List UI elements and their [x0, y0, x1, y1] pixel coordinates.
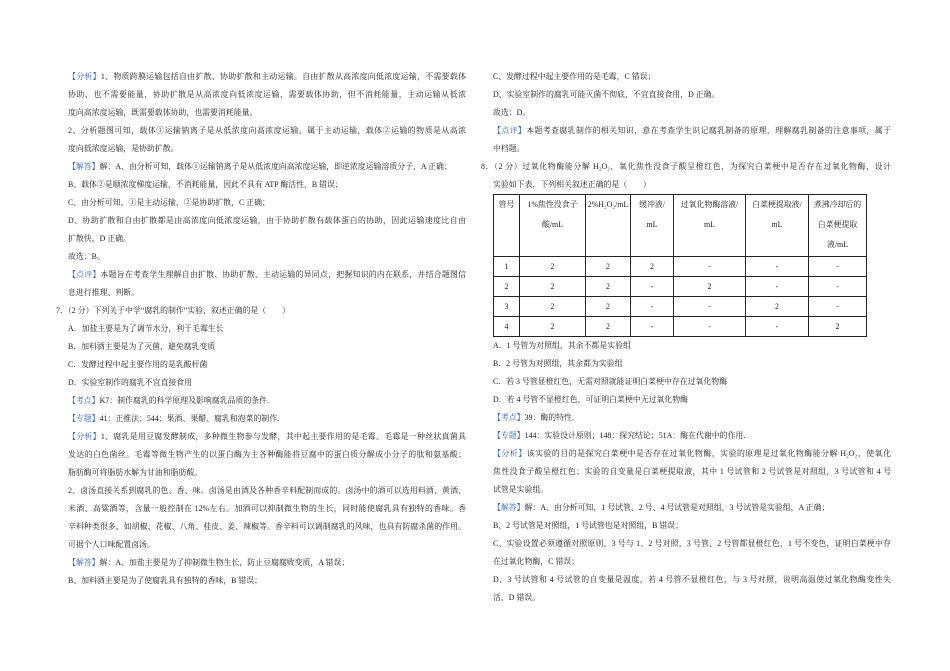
labeled-paragraph	[68, 266, 466, 302]
line-text: 本题旨在考查学生理解自由扩散、协助扩散、主动运输的异同点，把握知识的内在联系，并结合题图信	[100, 270, 466, 279]
line-text: 2、分析题图可知，载体①运输钠离子是从低浓度向高浓度运输，属于主动运输，载体②运输的物质是从高浓	[68, 126, 466, 135]
paragraph	[493, 104, 891, 122]
text-line	[68, 536, 466, 554]
line-text: 米酒、高粱酒等，含量一般控制在 12%左右。加酒可以抑制微生物的生长，同时能使腐乳具有独特的香味。香	[68, 504, 466, 513]
labeled-paragraph	[493, 122, 891, 158]
right-column	[481, 68, 891, 607]
table-cell: -	[674, 317, 746, 337]
text-line	[68, 446, 466, 464]
text-line	[68, 410, 466, 428]
line-text: D．若 4 号管不显橙红色，可证明白菜梗中无过氧化物酶	[493, 395, 689, 404]
paragraph	[68, 212, 466, 248]
table-cell: 2	[586, 317, 631, 337]
table-cell: 2	[586, 257, 631, 277]
line-text: 息进行推理、判断。	[68, 288, 140, 297]
table-cell: -	[809, 297, 867, 317]
labeled-paragraph	[68, 554, 466, 572]
table-cell: 2	[674, 277, 746, 297]
table-cell: -	[809, 257, 867, 277]
text-line	[493, 535, 891, 553]
line-text: C、发酵过程中起主要作用的是毛霉，C 错误；	[493, 72, 656, 81]
line-text: 活，D 错误。	[493, 593, 541, 602]
labeled-paragraph	[68, 68, 466, 122]
labeled-paragraph	[493, 499, 891, 517]
table-cell: 2	[631, 257, 674, 277]
text-line	[68, 230, 466, 248]
section-label: 【分析】	[68, 432, 101, 441]
line-text: 解：A、由分析可知，载体①运输钠离子是从低浓度向高浓度运输，即逆浓度运输溶质分子，A 正确；	[99, 162, 452, 171]
paragraph	[68, 482, 466, 554]
paragraph	[68, 356, 466, 374]
line-text: 实验如下表，下列相关叙述正确的是（ ）	[493, 180, 651, 189]
line-text: 度向高浓度运输，既需要载体协助，也需要消耗能量。	[68, 108, 258, 117]
table-cell: 2	[586, 277, 631, 297]
table-cell: -	[674, 297, 746, 317]
question-number: 8．	[481, 162, 495, 171]
line-text: D．实验室制作的腐乳不宜直接食用	[68, 378, 193, 387]
column-header-text: mL	[771, 220, 783, 229]
column-header-text: 1%焦性没食子	[527, 200, 578, 209]
table-cell: -	[631, 297, 674, 317]
table-cell: -	[674, 257, 746, 277]
labeled-paragraph	[68, 410, 466, 428]
text-line	[493, 176, 891, 194]
section-label: 【分析】	[68, 72, 101, 81]
table-cell: -	[746, 277, 809, 297]
text-line	[493, 553, 891, 571]
table-row	[494, 297, 867, 317]
text-line	[493, 427, 891, 445]
table-row	[494, 317, 867, 337]
paragraph	[68, 572, 466, 590]
paragraph	[493, 355, 891, 373]
paragraph	[68, 320, 466, 338]
text-line	[68, 140, 466, 158]
paragraph	[68, 176, 466, 194]
paragraph	[68, 248, 466, 266]
text-line	[493, 463, 891, 481]
text-line	[68, 86, 466, 104]
section-label: 【解答】	[493, 503, 525, 512]
table-cell: -	[809, 277, 867, 297]
text-line	[493, 589, 891, 607]
column-header-text: 2%H₂O₂/mL	[587, 200, 629, 209]
line-text: 试管是实验组。	[493, 485, 549, 494]
section-label: 【考点】	[68, 396, 100, 405]
table-body	[494, 257, 867, 337]
tube-number-cell: 2	[494, 277, 520, 297]
text-line	[493, 68, 891, 86]
column-header-text: 液/mL	[826, 240, 849, 249]
section-label: 【专题】	[68, 414, 100, 423]
column-header	[494, 195, 520, 257]
text-line	[68, 392, 466, 410]
text-line	[68, 320, 466, 338]
text-line	[68, 482, 466, 500]
line-text: A．1 号管为对照组，其余不都是实验组	[493, 341, 631, 350]
column-header-text: 过氧化物酶溶液/	[680, 200, 739, 209]
column-header	[809, 195, 867, 257]
question-stem	[481, 158, 891, 194]
column-header-text: 白菜梗提取	[817, 220, 858, 229]
labeled-paragraph	[68, 158, 466, 176]
text-line	[68, 428, 466, 446]
line-text: D、3 号试管和 4 号试管的自变量是温度，若 4 号管不显橙红色，与 3 号对照，说明高温使过氧化物酶变性失	[493, 575, 891, 584]
text-line	[56, 302, 466, 320]
text-line	[68, 464, 466, 482]
column-header	[674, 195, 746, 257]
line-text: 解：A、由分析可知，1 号试管、2 号、4 号试管是对照组，3 号试管是实验组，A 正确；	[524, 503, 830, 512]
right-column-upper-text	[481, 68, 891, 194]
tube-number-cell: 3	[494, 297, 520, 317]
table-cell: 2	[520, 297, 586, 317]
text-line	[493, 104, 891, 122]
text-line	[68, 572, 466, 590]
experiment-table	[493, 194, 867, 337]
tube-number-cell: 4	[494, 317, 520, 337]
line-text: 辛料种类很多，如胡椒、花椒、八角、桂皮、姜、辣椒等。香辛料可以调制腐乳的风味，也具有防腐杀菌的作用。	[68, 522, 466, 531]
line-text: 1、物质跨膜运输包括自由扩散、协助扩散和主动运输。自由扩散从高浓度向低浓度运输，不需要载体	[100, 72, 466, 81]
line-text: 解：A、加盐主要是为了抑制微生物生长，防止豆腐腐败变质，A 错误；	[99, 558, 350, 567]
line-text: B．2 号管为对照组，其余都为实验组	[493, 359, 623, 368]
section-label: 【解答】	[68, 162, 100, 171]
section-label: 【专题】	[493, 431, 525, 440]
line-text: 41：正推法；544：果酒、果醋、腐乳和泡菜的制作.	[99, 414, 280, 423]
section-label: 【点评】	[493, 126, 527, 135]
text-line	[68, 266, 466, 284]
text-line	[68, 518, 466, 536]
line-text: 焦性没食子酸呈橙红色；实验的自变量是白菜梗提取液，其中 1 号试管和 2 号试管是对照组，3 号试管和 4 号	[493, 467, 891, 476]
section-label: 【解答】	[68, 558, 100, 567]
paragraph	[493, 517, 891, 535]
text-line	[493, 373, 891, 391]
table-cell: 2	[586, 297, 631, 317]
text-line	[493, 517, 891, 535]
paragraph	[493, 373, 891, 391]
paragraph	[493, 391, 891, 409]
labeled-paragraph	[493, 427, 891, 445]
paragraph	[493, 535, 891, 571]
line-text: （2 分）下列关于中学“腐乳的制作”实验，叙述正确的是（ ）	[67, 306, 290, 315]
line-text: 144：实验设计原则；148：探究结论；51A：酶在代谢中的作用.	[524, 431, 746, 440]
text-line	[493, 391, 891, 409]
text-line	[493, 355, 891, 373]
column-header	[520, 195, 586, 257]
line-text: B、载体②是顺浓度梯度运输，不消耗能量，因此不具有 ATP 酶活性，B 错误；	[68, 180, 343, 189]
table-header-row	[494, 195, 867, 257]
line-text: C、由分析可知，①是主动运输，②是协助扩散，C 正确；	[68, 198, 270, 207]
text-line	[68, 104, 466, 122]
question-number: 7．	[56, 306, 68, 315]
text-line	[493, 571, 891, 589]
column-header-text: 管号	[498, 200, 515, 209]
table-cell: -	[746, 257, 809, 277]
paragraph	[493, 86, 891, 104]
text-line	[68, 248, 466, 266]
line-text: 39：酶的特性.	[524, 413, 574, 422]
table-cell: 2	[520, 277, 586, 297]
text-line	[493, 140, 891, 158]
line-text: 在过氧化物酶，C 错误；	[493, 557, 580, 566]
text-line	[493, 409, 891, 427]
section-label: 【考点】	[493, 413, 525, 422]
line-text: 故选：B。	[68, 252, 105, 261]
line-text: C．若 3 号管显橙红色，无需对照就能证明白菜梗中存在过氧化物酶	[493, 377, 728, 386]
text-line	[68, 338, 466, 356]
line-text: 脂肪酶可将脂肪水解为甘油和脂肪酸。	[68, 468, 203, 477]
column-header	[631, 195, 674, 257]
paragraph	[68, 194, 466, 212]
line-text: D、实验室制作的腐乳可能灭菌不彻底，不宜直接食用，D 正确。	[493, 90, 720, 99]
line-text: K7：制作腐乳的科学原理及影响腐乳品质的条件.	[99, 396, 270, 405]
line-text: 2、卤汤直接关系到腐乳的色、香、味。卤汤是由酒及各种香辛料配制而成的。卤汤中的酒可以选用料酒、黄酒、	[68, 486, 466, 495]
line-text: 发达的白色菌丝。毛霉等微生物产生的以蛋白酶为主各种酶能将豆腐中的蛋白质分解成小分子的肽和氨基酸；	[68, 450, 466, 459]
table-cell: 2	[520, 317, 586, 337]
section-label: 【点评】	[68, 270, 101, 279]
labeled-paragraph	[68, 428, 466, 482]
line-text: C．发酵过程中起主要作用的是乳酸杆菌	[68, 360, 208, 369]
paragraph	[68, 122, 466, 158]
line-text: 度向低浓度运输，是协助扩散。	[68, 144, 179, 153]
labeled-paragraph	[68, 392, 466, 410]
text-line	[493, 122, 891, 140]
table-row	[494, 277, 867, 297]
column-header-text: 白菜梗提取液/	[752, 200, 802, 209]
line-text: B、加料酒主要是为了使腐乳具有独特的香味，B 错误；	[68, 576, 262, 585]
column-header-text: mL	[704, 220, 715, 229]
table-cell: 2	[746, 297, 809, 317]
paragraph	[493, 337, 891, 355]
line-text: 本题考查腐乳制作的相关知识，意在考查学生识记腐乳制备的原理，理解腐乳制备的注意事项，属于	[526, 126, 891, 135]
text-line	[481, 158, 891, 176]
paragraph	[68, 338, 466, 356]
question-stem	[56, 302, 466, 320]
section-label: 【分析】	[493, 449, 527, 458]
labeled-paragraph	[493, 409, 891, 427]
tube-number-cell: 1	[494, 257, 520, 277]
line-text: D、协助扩散和自由扩散都是由高浓度向低浓度运输，由于协助扩散有载体蛋白的协助，因此运输速度比自由	[68, 216, 466, 225]
right-column-lower-text	[493, 337, 891, 607]
paragraph	[68, 374, 466, 392]
line-text: 故选：D。	[493, 108, 531, 117]
column-header	[746, 195, 809, 257]
line-text: 中档题。	[493, 144, 525, 153]
table-cell: -	[631, 317, 674, 337]
left-column	[56, 68, 466, 590]
text-line	[493, 499, 891, 517]
text-line	[493, 481, 891, 499]
text-line	[68, 356, 466, 374]
text-line	[68, 158, 466, 176]
table-row	[494, 257, 867, 277]
text-line	[68, 284, 466, 302]
paragraph	[493, 571, 891, 607]
column-header-text: 煮沸冷却后的	[813, 200, 862, 209]
table-cell: 2	[809, 317, 867, 337]
line-text: 协助，也不需要能量，协助扩散是从高浓度向低浓度运输，需要载体协助，但不消耗能量，主动运输从低浓	[68, 90, 466, 99]
text-line	[68, 212, 466, 230]
labeled-paragraph	[493, 445, 891, 499]
table-cell: -	[631, 277, 674, 297]
line-text: C、实验设置必须遵循对照原则，3 号与 1、2 号对照，3 号管、2 号管都显橙红色，1 号不变色，证明白菜梗中存	[493, 539, 891, 548]
text-line	[493, 86, 891, 104]
line-text: 1、腐乳是用豆腐发酵制成，多种微生物参与发酵，其中起主要作用的是毛霉。毛霉是一种丝状真菌具	[100, 432, 466, 441]
line-text: （2 分）过氧化物酶能分解 H₂O₂，氧化焦性没食子酸呈橙红色，为探究白菜梗中是否存在过氧化物酶，设计	[494, 162, 891, 171]
line-text: 该实验的目的是探究白菜梗中是否存在过氧化物酶，实验的原理是过氧化物酶能分解 H₂O₂，使氧化	[526, 449, 891, 458]
line-text: 扩散快，D 正确。	[68, 234, 131, 243]
line-text: 可据个人口味配置卤汤。	[68, 540, 155, 549]
text-line	[68, 68, 466, 86]
text-line	[493, 445, 891, 463]
text-line	[68, 554, 466, 572]
column-header-text: mL	[646, 220, 658, 229]
column-header-text: 缓冲液/	[639, 200, 665, 209]
line-text: B、2 号试管是对照组，1 号试管也是对照组，B 错误；	[493, 521, 684, 530]
table-cell: -	[746, 317, 809, 337]
paragraph	[493, 68, 891, 86]
line-text: A．加盐主要是为了调节水分，利于毛霉生长	[68, 324, 224, 333]
line-text: B．加料酒主要是为了灭菌，避免腐乳变质	[68, 342, 216, 351]
table-cell: 2	[520, 257, 586, 277]
text-line	[68, 374, 466, 392]
table-head	[494, 195, 867, 257]
text-line	[68, 500, 466, 518]
column-header	[586, 195, 631, 257]
text-line	[68, 176, 466, 194]
text-line	[68, 194, 466, 212]
column-header-text: 酸/mL	[541, 220, 564, 229]
text-line	[493, 337, 891, 355]
text-line	[68, 122, 466, 140]
